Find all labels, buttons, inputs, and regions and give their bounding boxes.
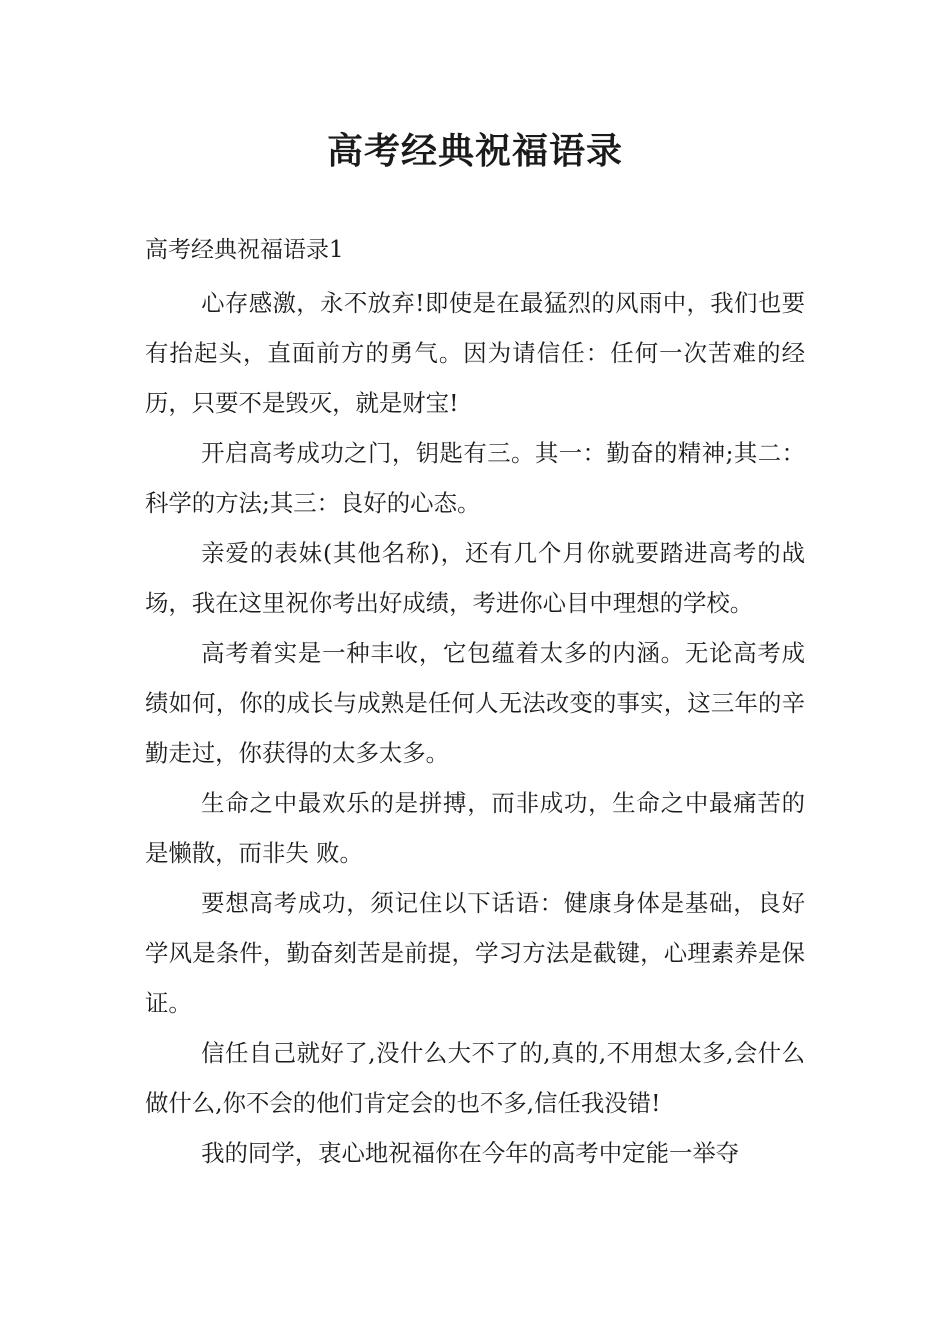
document-body [145,278,805,1178]
paragraph: 我的同学，衷心地祝福你在今年的高考中定能一举夺 [201,1139,740,1167]
paragraph: 心存感激，永不放弃!即使是在最猛烈的风雨中，我们也要有抬起头，直面前方的勇气。因为请信任：任何一次苦难的经历，只要不是毁灭，就是财宝! [145,289,805,417]
paragraph: 开启高考成功之门，钥匙有三。其一：勤奋的精神;其二：科学的方法;其三：良好的心态。 [145,439,805,517]
document-title: 高考经典祝福语录 [326,130,623,172]
paragraph: 生命之中最欢乐的是拼搏，而非成功，生命之中最痛苦的是懒散，而非失 败。 [145,789,805,867]
paragraph: 亲爱的表妹(其他名称)，还有几个月你就要踏进高考的战场，我在这里祝你考出好成绩，考进你心目中理想的学校。 [145,539,805,617]
paragraph: 要想高考成功，须记住以下话语：健康身体是基础，良好学风是条件，勤奋刻苦是前提，学习方法是截键，心理素养是保证。 [145,889,805,1017]
paragraph: 高考着实是一种丰收，它包蕴着太多的内涵。无论高考成绩如何，你的成长与成熟是任何人无法改变的事实，这三年的辛勤走过，你获得的太多太多。 [145,639,805,767]
section-heading: 高考经典祝福语录1 [145,237,344,263]
paragraph: 信任自己就好了,没什么大不了的,真的,不用想太多,会什么做什么,你不会的他们肯定会的也不多,信任我没错! [145,1039,805,1117]
